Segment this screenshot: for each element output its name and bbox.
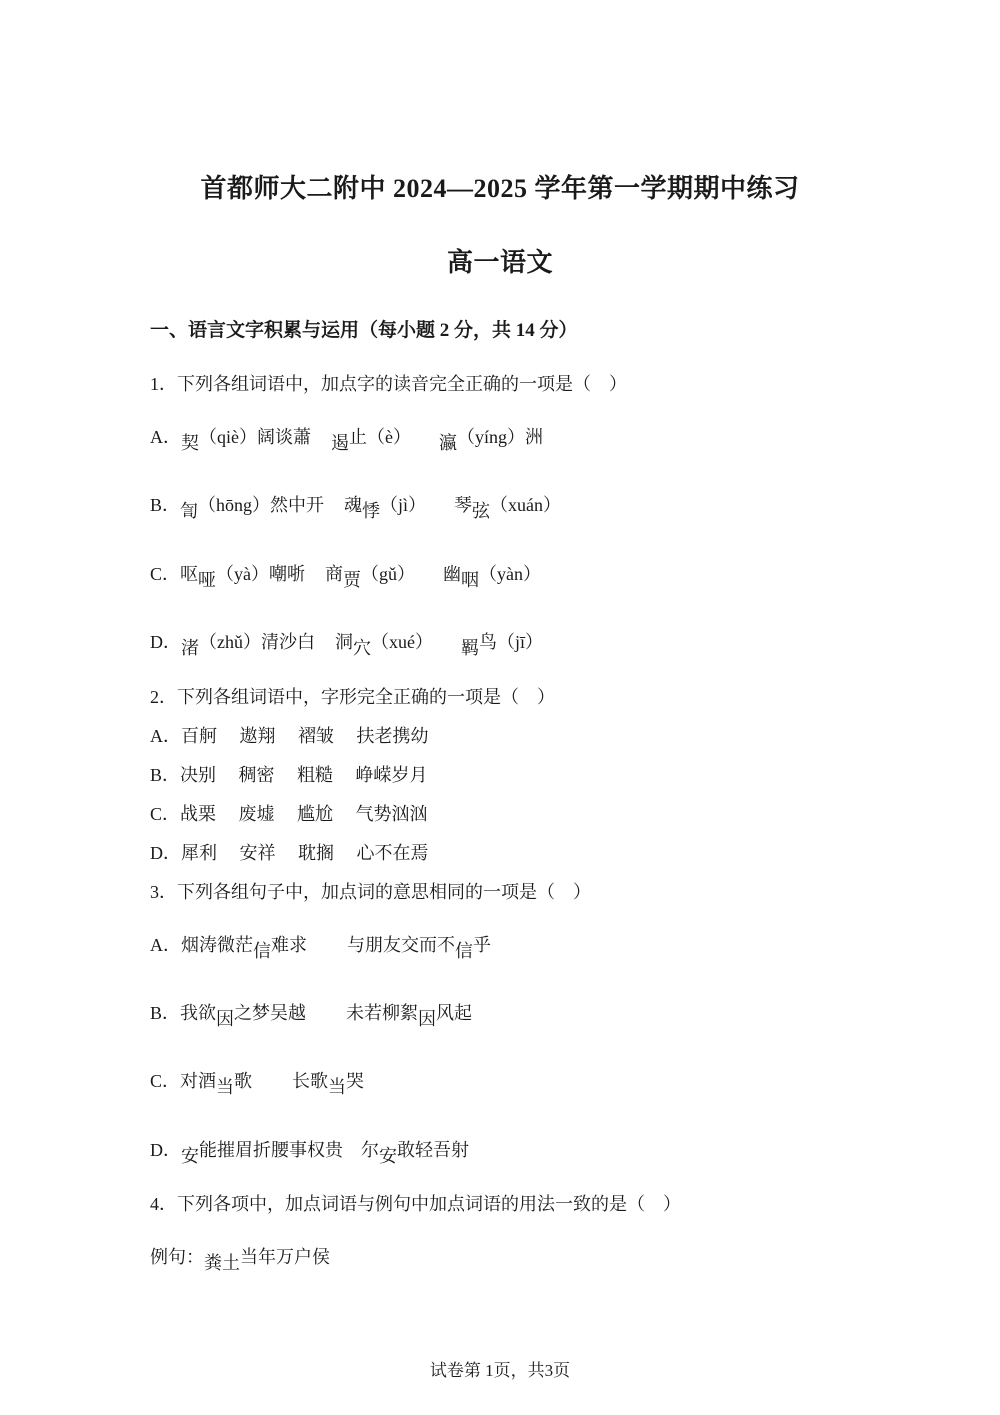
option-label: D． bbox=[150, 1140, 181, 1160]
option-text: 洞 bbox=[335, 632, 353, 652]
option-text: 犀利 安祥 耽搁 心不在焉 bbox=[181, 843, 429, 863]
marked-char: 因 bbox=[216, 1009, 235, 1029]
question-1-stem: 1．下列各组词语中，加点字的读音完全正确的一项是（ ） bbox=[150, 374, 627, 394]
marked-char: 弦 bbox=[472, 501, 491, 521]
question-2-option-a[interactable] bbox=[150, 722, 429, 748]
option-label: B． bbox=[150, 1003, 181, 1023]
option-text: 乎 bbox=[473, 935, 491, 955]
marked-char: 遏 bbox=[331, 433, 349, 453]
option-text: 哭 bbox=[346, 1071, 365, 1091]
marked-char: 渚 bbox=[181, 638, 199, 658]
question-2-option-c[interactable] bbox=[150, 800, 428, 826]
option-label: A． bbox=[150, 726, 181, 746]
option-text: （xuán） bbox=[490, 495, 562, 515]
option-text: 尔 bbox=[361, 1140, 379, 1160]
marked-char: 当 bbox=[328, 1077, 347, 1097]
option-label: B． bbox=[150, 495, 181, 515]
marked-char: 穴 bbox=[353, 638, 371, 658]
marked-char: 安 bbox=[181, 1146, 199, 1166]
option-text: （yàn） bbox=[479, 564, 542, 584]
option-text: 琴 bbox=[454, 495, 473, 515]
option-text: 之梦吴越 bbox=[234, 1003, 307, 1023]
question-2-option-b[interactable] bbox=[150, 761, 428, 787]
question-2-stem: 2．下列各组词语中，字形完全正确的一项是（ ） bbox=[150, 687, 555, 707]
page-footer: 试卷第 1页，共3页 bbox=[429, 1361, 571, 1380]
option-text: （jì） bbox=[380, 495, 427, 515]
option-text: （qiè）阔谈蕭 bbox=[199, 427, 311, 447]
marked-char: 贾 bbox=[343, 570, 362, 590]
option-text: 能摧眉折腰事权贵 bbox=[199, 1140, 343, 1160]
marked-char: 悸 bbox=[362, 501, 381, 521]
question-1-option-b[interactable] bbox=[150, 491, 562, 521]
option-text: （gǔ） bbox=[361, 564, 416, 584]
option-text: 决别 稠密 粗糙 峥嵘岁月 bbox=[180, 765, 428, 785]
marked-char: 安 bbox=[379, 1146, 397, 1166]
question-3-option-a[interactable] bbox=[150, 931, 491, 961]
option-label: D． bbox=[150, 632, 181, 652]
option-text: 止（è） bbox=[349, 427, 411, 447]
marked-char: 羁 bbox=[461, 638, 479, 658]
option-text: 战栗 废墟 尴尬 气势汹汹 bbox=[180, 804, 428, 824]
marked-char: 咽 bbox=[461, 570, 480, 590]
option-text: （yíng）洲 bbox=[457, 427, 544, 447]
question-3-option-d[interactable] bbox=[150, 1136, 469, 1166]
question-1-option-a[interactable] bbox=[150, 423, 544, 453]
option-text: 我欲 bbox=[180, 1003, 217, 1023]
option-text: （xué） bbox=[371, 632, 433, 652]
question-4-stem: 4．下列各项中，加点词语与例句中加点词语的用法一致的是（ ） bbox=[150, 1194, 681, 1214]
option-text: 长歌 bbox=[292, 1071, 329, 1091]
question-2-option-d[interactable] bbox=[150, 839, 429, 865]
option-text: 魂 bbox=[344, 495, 363, 515]
option-text: 未若柳絮 bbox=[346, 1003, 419, 1023]
question-4-example bbox=[150, 1243, 330, 1273]
option-text: 难求 bbox=[271, 935, 307, 955]
example-text: 当年万户侯 bbox=[240, 1247, 330, 1267]
option-label: D． bbox=[150, 843, 181, 863]
marked-char: 契 bbox=[181, 433, 199, 453]
page-title: 首都师大二附中 2024—2025 学年第一学期期中练习 bbox=[200, 174, 800, 203]
question-3-stem: 3．下列各组句子中，加点词的意思相同的一项是（ ） bbox=[150, 882, 591, 902]
option-label: B． bbox=[150, 765, 181, 785]
example-label: 例句： bbox=[150, 1247, 204, 1267]
option-label: C． bbox=[150, 564, 181, 584]
option-text: 百舸 遨翔 褶皱 扶老携幼 bbox=[181, 726, 429, 746]
option-text: 歌 bbox=[234, 1071, 253, 1091]
question-1-option-c[interactable] bbox=[150, 560, 542, 590]
marked-char: 哑 bbox=[198, 570, 217, 590]
marked-char: 当 bbox=[216, 1077, 235, 1097]
option-text: （yà）嘲哳 bbox=[216, 564, 306, 584]
option-text: 鸟（jī） bbox=[479, 632, 544, 652]
option-text: 对酒 bbox=[180, 1071, 217, 1091]
option-text: 风起 bbox=[436, 1003, 473, 1023]
option-text: 幽 bbox=[443, 564, 462, 584]
question-3-option-c[interactable] bbox=[150, 1067, 365, 1097]
option-text: 敢轻吾射 bbox=[397, 1140, 469, 1160]
option-label: C． bbox=[150, 804, 181, 824]
marked-char: 因 bbox=[418, 1009, 437, 1029]
option-text: （hōng）然中开 bbox=[198, 495, 325, 515]
option-label: C． bbox=[150, 1071, 181, 1091]
option-text: （zhǔ）清沙白 bbox=[199, 632, 315, 652]
question-1-option-d[interactable] bbox=[150, 628, 544, 658]
marked-char: 粪土 bbox=[204, 1253, 240, 1273]
option-text: 烟涛微茫 bbox=[181, 935, 253, 955]
marked-char: 信 bbox=[253, 941, 271, 961]
option-label: A． bbox=[150, 427, 181, 447]
marked-char: 信 bbox=[455, 941, 473, 961]
option-text: 商 bbox=[325, 564, 344, 584]
marked-char: 瀛 bbox=[439, 433, 457, 453]
option-text: 呕 bbox=[180, 564, 199, 584]
option-label: A． bbox=[150, 935, 181, 955]
option-text: 与朋友交而不 bbox=[347, 935, 455, 955]
page-subtitle: 高一语文 bbox=[446, 248, 553, 277]
question-3-option-b[interactable] bbox=[150, 999, 473, 1029]
section-heading: 一、语言文字积累与运用（每小题 2 分，共 14 分） bbox=[150, 320, 578, 341]
marked-char: 訇 bbox=[180, 501, 199, 521]
